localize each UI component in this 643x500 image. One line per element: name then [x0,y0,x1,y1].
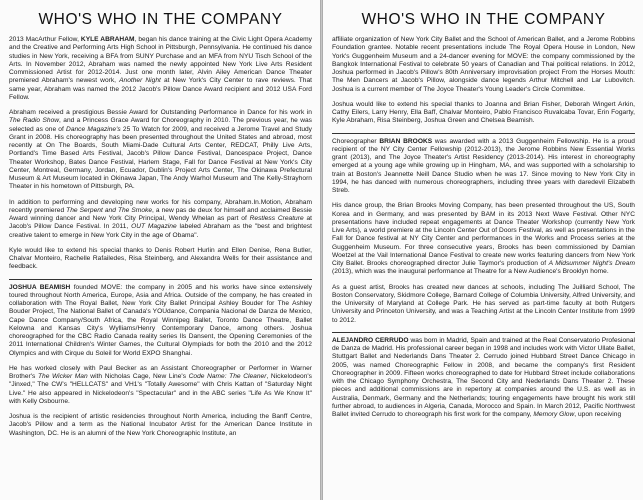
work-title: Dance Magazine's [66,125,121,133]
left-page-heading: WHO'S WHO IN THE COMPANY [38,11,283,28]
bio-paragraph [9,109,312,192]
bio-text: was born in Madrid, Spain and trained at the Real Conservatorio Profesional de Danza de Madrid. His professional career began in 1998 and includes work with Victor Ullate Ballet, Stuttgart Ballet and Nederlands Dans Theater 2. Cerrudo joined Hubbard Street Dance Chicago in 2005, was named Choreographic Fellow in 2008, and became the company's first Resident Choreographer in 2009. Fifteen works choreographed to date for Hubbard Street include collaborations with the Chicago Symphony Orchestra, The Second City and Nederlands Dans Theater 2. These pieces and additional commissions are in repertory at companies around the U.S. as well as in Australia, Denmark, Germany and the Netherlands; touring engagements have brought his work still further abroad, to audiences in Algeria, Canada, Morocco and Spain. In March 2012, Pacific Northwest Ballet invited Cerrudo to choreograph his first work for the company, [332,336,635,418]
work-title: A Midsummer Night's Dream [548,260,635,267]
section-divider [332,133,635,134]
bio-text: Joshua would like to extend his special thanks to Joanna and Brian Fisher, Deborah Wingert Arkin, Cathy Eilers, Larry Henry, Ella Baff, Chalvar Monteiro, Pablo Francisco Ruvalcaba Tovar, Erin Fogarty, Kyle Abraham, Risa Steinberg, Joshua Green and Chelsea Beamish. [332,100,635,125]
bio-text: His dance group, the Brian Brooks Moving Company, has been presented throughout the US, South Korea and in Germany, and was presented by BAM in its 2013 Next Wave Festival. Other NYC presentations have included repeat engagements at Dance Theater Workshop (currently New York Live Arts), a world premiere at the Lincoln Center Out of Doors Festival, as well as presentations in the Fall for Dance festival at NY City Center and performances in the Works and Process series at the Guggenheim Museum. For three consecutive years, Brooks has been commissioned by Damian Woetzel at the Vail International Dance Festival to create new works featuring dancers from New York City Ballet. Brooks choreographed director Julie Taymor's production of [332,202,635,267]
bio-paragraph [9,413,312,438]
bio-text: , a new pas de deux for himself and acclaimed Bessie Award winning dancer and New York City Principal, Wendy Whelan as part of [9,206,312,222]
bio-text: 25 To Watch for 2009, and received a Jerome Travel and Study Grant in 2008. His choreography has been presented throughout the United States and abroad, most recently at On The Boards, South Miami-Dade Cultural Arts Center, REDCAT, Philly Live Arts, Portland's Time Based Arts Festival, Jacob's Pillow Dance Festival, Dancespace Project, Dance Theater Workshop, Bates Dance Festival, Harlem Stage, Fall for Dance Festival at New York's City Center, Montreal, Germany, Jordan, Ecuador, Dublin's Project Arts Center, The Okinawa Prefectural Museum & Art Museum located in Okinawa Japan, The Andy Warhol Museum and The Kelly-Strayhorn Theater in his hometown of Pittsburgh, PA. [9,125,313,191]
work-title: Code Name: The Cleaner [188,373,267,380]
bio-text: with Nicholas Cage, New Line's [87,373,189,380]
bio-text: founded MOVE: the company in 2005 and his works have since extensively toured throughout North America, Europe, Asia and Africa. Outside of the company, he has created in collaboration with The Royal Ballet, New York City Ballet Principal Ashley Bouder for The Ashley Bouder Project, The National Ballet of Canada's YOUdance, Compania Nacional de Danza de Mexico, Cape Dance Company/South Africa, the Royal Winnipeg Ballet, Toronto Dance Theatre, Ballet Kelowna and Kansas City's Wylliams/Henry Contemporary Dance, among others. Joshua choreographed for the CBC Radio Canada reality series Ils Dansent, the Opening Ceremonies of the 2011 International Children's Winter Games, the Cultural Olympiads for both the 2010 and the 2012 Olympics and with Cirque du Soleil for World EXPO Shanghai. [9,283,312,357]
bio-text: at New York's City Center to rave reviews. That same year, Abraham was named the 2012 Jacob's Pillow Dance Award recipient and 2012 USA Ford Fellow. [9,77,312,101]
bio-paragraph [332,284,635,325]
work-title: The Wicker Man [37,373,88,380]
work-title: OUT Magazine [131,223,177,231]
bio-text: , began his dance training at the Civic Light Opera Academy and the Creative and Performing Arts High School in Pittsburgh, Pennsylvania. He continued his dance studies in New York, receiving a BFA from SUNY Purchase and an MFA from NYU Tisch School of the Arts. In November 2012, Abraham was named the newly appointed New York Live Arts Resident Commissioned Artist for 2012-2014. Just one month later, Alvin Ailey American Dance Theater premiered Abraham's newest work, [9,36,312,85]
right-page-body [332,36,635,419]
person-name: KYLE ABRAHAM [80,36,135,43]
bio-text: labeled Abraham as the "best and brightest creative talent to emerge in New York City in the age of Obama". [9,223,312,239]
person-name: ALEJANDRO CERRUDO [332,336,409,344]
left-page-body [9,36,312,438]
person-name: JOSHUA BEAMISH [9,283,71,291]
bio-paragraph [9,247,312,272]
right-page [323,0,643,500]
bio-paragraph [332,337,635,420]
work-title: Restless Creature [249,215,304,222]
bio-paragraph [9,284,312,358]
section-divider [332,332,635,333]
bio-text: In addition to performing and developing new works for his company, Abraham.In.Motion, Abraham recently premiered [9,198,312,214]
bio-text: Choreographer [332,137,380,145]
bio-paragraph [332,36,635,94]
bio-paragraph [9,199,312,240]
work-title: The Radio Show [9,117,60,125]
bio-paragraph [9,36,312,102]
right-page-heading: WHO'S WHO IN THE COMPANY [361,11,606,28]
work-title: The Serpent and The Smoke [66,206,153,214]
bio-text: Kyle would like to extend his special thanks to Denis Robert Hurlin and Ellen Denise, Rena Butler, Chalvar Monteiro, Rachelle Rafailedes, Risa Steinberg, and Alexandra Wells for their assistance and feedback. [9,246,312,271]
bio-text: Abraham received a prestigious Bessie Award for Outstanding Performance in Dance for his work in [9,109,312,116]
bio-text: He has worked closely with Paul Becker as an Assistant Choreographer or Performer in Warner Brother's [9,364,312,380]
work-title: Memory Glow [533,411,575,418]
left-page [0,0,320,500]
bio-paragraph [9,365,312,406]
bio-text: , Nickelodeon's "Jinxed," The CW's "HELLCATS" and VH1's "Totally Awesome" with Chris Kattan of "Saturday Night Live." He also appeared in Nickelodeon's "Spectacular" and in the ABC series "Life As We Know It" with Kelly Osbourne. [9,373,312,405]
person-name: BRIAN BROOKS [379,137,433,145]
bio-text: As a guest artist, Brooks has created new dances at schools, including The Juilliard School, The Boston Conservatory, Skidmore College, Barnard College of Columbia University, Alfred University, and the University of Maryland at College Park. He has served as part-time faculty at both Rutgers University and Princeton University, and was a Teaching Artist at the Lincoln Center Institute from 1999 to 2012. [332,283,635,324]
work-title: Another Night [119,77,161,85]
section-divider [9,279,312,280]
bio-paragraph [332,138,635,196]
bio-paragraph [332,101,635,126]
bio-text: , upon receiving [574,411,622,418]
bio-text: (2013), which was the inaugural performance at Theatre for a New Audience's Brooklyn home. [332,268,609,276]
bio-text: was awarded with a 2013 Guggenheim Fellowship. He is a proud recipient of the NY City Center Fellowship (2012-2013), the Jerome Robbins New Essential Works grant (2013), and The Joyce Theater's Artist Residency (2013-2014). His interest in choreography emerged at a young age while growing up in Hingham, MA, and was supported with a scholarship to train at Boston's Jeannette Neill Dance Studio when he was 17. Since moving to New York City in 1994, he has danced with numerous choreographers, including three years with daredevil Elizabeth Streb. [332,137,635,194]
bio-text: affiliate organization of New York City Ballet and the School of American Ballet, and a Jerome Robbins Foundation grantee. Notable recent presentations include The Royal Opera House in London, New York's Guggenheim Museum and a 24-dancer evening for MOVE: the company commissioned by the Bangkok International Festival to celebrate 50 years of Canadian and Thai political relations. In 2012, Joshua performed in Jacob's Pillow's 80th Anniversary improvisation project From the Horses Mouth: The Men Dancers at Jacob's Pillow, alongside dance legends Arthur Mitchell and Lar Lubovitch. Joshua is a current member of The Joyce Theater's Young Leader's Circle Committee. [332,36,635,93]
bio-paragraph [332,202,635,276]
bio-text: at Jacob's Pillow Dance Festival. In 2011, [9,215,312,231]
bio-text: , and a Princess Grace Award for Choreography in 2010. The previous year, he was selected as one of [9,117,312,133]
bio-text: Joshua is the recipient of artistic residencies throughout North America, including the Banff Centre, Jacob's Pillow and a term as the National Incubator Artist for the American Dance Institute in Washington, DC. He is an alumni of the New York Choreographic Institute, an [9,413,312,437]
bio-text: 2013 MacArthur Fellow, [9,36,81,43]
